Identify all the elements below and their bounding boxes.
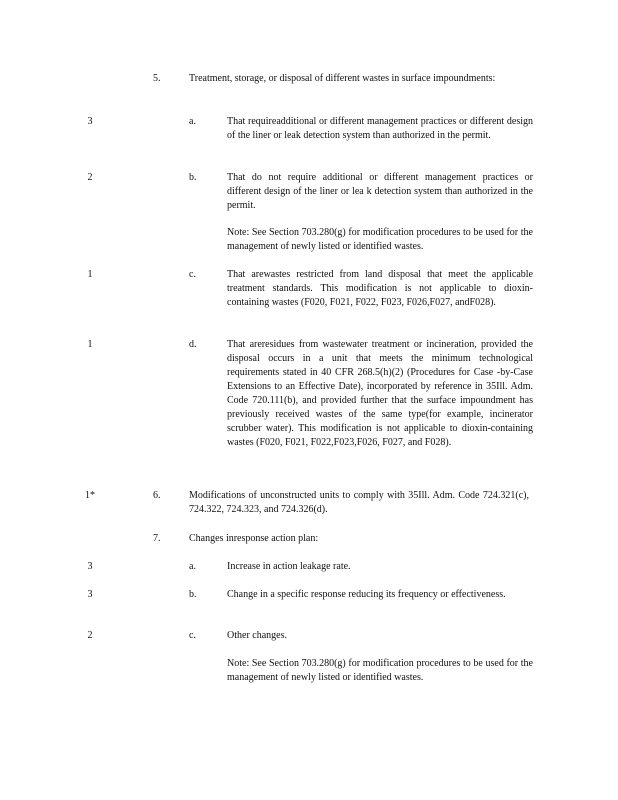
note-text: Note: See Section 703.280(g) for modification procedures to be used for the management of newly listed or identified wastes. xyxy=(227,658,533,683)
class-number: 2 xyxy=(87,172,93,183)
item-text: That do not require additional or different management practices or different design of the liner or lea k detection system than authorized in the permit. xyxy=(227,172,533,211)
item-letter: b. xyxy=(189,172,197,183)
item-text: Treatment, storage, or disposal of different wastes in surface impoundments: xyxy=(189,73,496,84)
class-number: 2 xyxy=(87,630,93,641)
item-text: That arewastes restricted from land disposal that meet the applicable treatment standards. This modification is not applicable to dioxin-containing wastes (F020, F021, F022, F023, F026,F027, andF028). xyxy=(227,269,533,308)
class-number: 1 xyxy=(87,339,93,350)
item-number: 7. xyxy=(153,533,161,544)
class-number: 3 xyxy=(87,589,93,600)
item-letter: a. xyxy=(189,116,196,127)
item-number: 5. xyxy=(153,73,161,84)
note-text: Note: See Section 703.280(g) for modification procedures to be used for the management of newly listed or identified wastes. xyxy=(227,227,533,252)
class-number: 3 xyxy=(87,116,93,127)
item-text: Modifications of unconstructed units to comply with 35Ill. Adm. Code 724.321(c), 724.322, 724.323, and 724.326(d). xyxy=(189,490,529,515)
class-number: 1* xyxy=(85,490,95,501)
item-text: That areresidues from wastewater treatment or incineration, provided the disposal occurs in a unit that meets the minimum technological requirements stated in 40 CFR 268.5(h)(2) (Procedures for Case -by-Case Extensions to an Effective Date), incorporated by reference in 35Ill. Adm. Code 720.111(b), and provided further that the surface impoundment has previously received wastes of the same type(for example, incinerator scrubber water). This modification is not applicable to dioxin-containing wastes (F020, F021, F022,F023,F026, F027, and F028). xyxy=(227,339,533,448)
item-letter: c. xyxy=(189,630,196,641)
item-number: 6. xyxy=(153,490,161,501)
class-number: 1 xyxy=(87,269,93,280)
item-text: Change in a specific response reducing its frequency or effectiveness. xyxy=(227,589,506,600)
item-text: Increase in action leakage rate. xyxy=(227,561,351,572)
item-text: Changes inresponse action plan: xyxy=(189,533,319,544)
class-number: 3 xyxy=(87,561,93,572)
item-text: Other changes. xyxy=(227,630,287,641)
item-letter: b. xyxy=(189,589,197,600)
item-text: That requireadditional or different management practices or different design of the liner or leak detection system than authorized in the permit. xyxy=(227,116,533,141)
item-letter: a. xyxy=(189,561,196,572)
item-letter: d. xyxy=(189,339,197,350)
item-letter: c. xyxy=(189,269,196,280)
